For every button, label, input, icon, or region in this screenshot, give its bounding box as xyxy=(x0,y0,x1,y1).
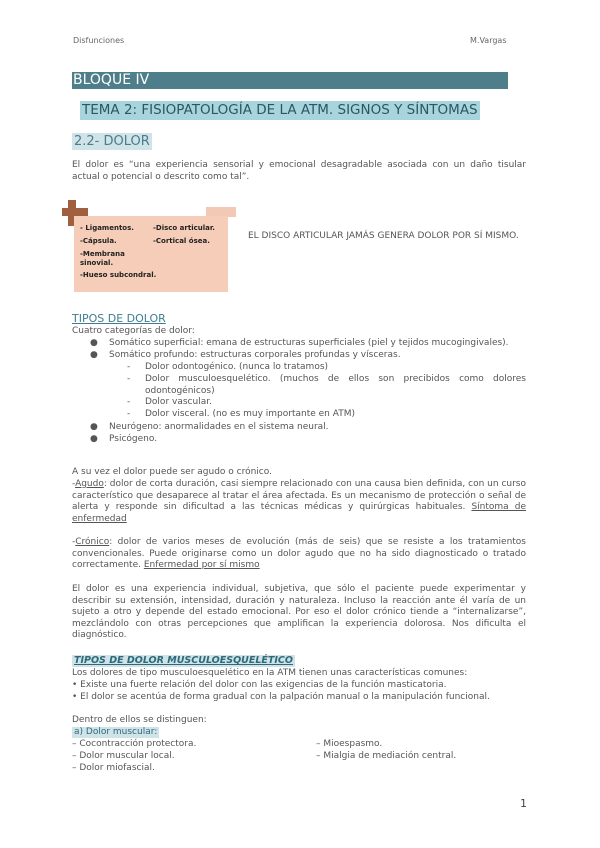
tipos-heading: TIPOS DE DOLOR xyxy=(72,312,166,325)
agudo-prefix: - xyxy=(72,479,76,489)
bloque-heading: BLOQUE IV xyxy=(72,72,508,89)
dentro-line: Dentro de ellos se distinguen: xyxy=(72,715,207,725)
individual-paragraph: El dolor es una experiencia individual, subjetiva, que sólo el paciente puede experimentar y describir su extensión, intensidad, duración y naturaleza. Incluso la reacción ante él varía de un sujeto a otro y depende del estado emocional. Por eso el dolor crónico tiende a “internalizarse”, mezclándolo con otras percepciones que amplifican la experiencia dolorosa. Nos dificulta el diagnóstico. xyxy=(72,584,526,640)
bullet-dot: ● xyxy=(90,434,98,444)
agudo-tail: Síntoma de enfermedad xyxy=(72,502,526,524)
bullet-dot: ● xyxy=(90,338,98,348)
list-item: Somático profundo: estructuras corporales profundas y vísceras. xyxy=(109,350,401,360)
header-right: M.Vargas xyxy=(470,36,507,45)
muscular-item: – Mialgia de mediación central. xyxy=(316,751,457,761)
bullet-dot: ● xyxy=(90,350,98,360)
header-left: Disfunciones xyxy=(73,36,125,45)
muscular-item: – Dolor muscular local. xyxy=(72,751,175,761)
tipos-list xyxy=(72,338,526,448)
structure-item: -Membrana sinovial. xyxy=(80,250,125,267)
dolor-muscular-label: a) Dolor muscular: xyxy=(74,727,158,737)
dash-mark: - xyxy=(127,374,131,384)
intro-paragraph: El dolor es “una experiencia sensorial y emocional desagradable asociada con un daño tisular actual o potencial o descrito como tal”. xyxy=(72,160,526,182)
structure-item: -Cortical ósea. xyxy=(153,237,210,245)
bullet-dot: ● xyxy=(90,422,98,432)
plus-icon-horizontal xyxy=(62,208,88,216)
structure-item: - Ligamentos. xyxy=(80,224,134,232)
cronico-prefix: - xyxy=(72,537,76,547)
cronico-text: : dolor de varios meses de evolución (más de seis) que se resiste a los tratamientos convencionales. Puede originarse como un dolor agudo que no ha sido diagnosticado o tratado correctamente. xyxy=(72,537,526,570)
list-item: Somático superficial: emana de estructuras superficiales (piel y tejidos mucogingivales). xyxy=(109,338,509,348)
muscular-item: – Cocontracción protectora. xyxy=(72,739,197,749)
musculo-line: • Existe una fuerte relación del dolor con las exigencias de la función masticatoria. xyxy=(72,680,447,690)
cronico-term: Crónico xyxy=(75,537,110,547)
tipos-intro: Cuatro categorías de dolor: xyxy=(72,326,195,336)
sub-item: Dolor visceral. (no es muy importante en ATM) xyxy=(145,409,355,419)
list-item: Psicógeno. xyxy=(109,434,158,444)
sub-item: Dolor odontogénico. (nunca lo tratamos) xyxy=(145,362,329,372)
page-number: 1 xyxy=(520,797,527,810)
agudo-text: : dolor de corta duración, casi siempre relacionado con una causa bien definida, con un curso característico que desaparece al tratar el área afectada. Es un mecanismo de protección o señal de alerta y responde sin dificultad a las técnicas médicas y quirúrgicas habituales. xyxy=(72,479,526,512)
cronico-paragraph xyxy=(72,537,526,572)
section-heading: 2.2- DOLOR xyxy=(74,134,150,149)
musculo-line: Los dolores de tipo musculoesquelético en la ATM tienen unas características comunes: xyxy=(72,668,468,678)
structures-image xyxy=(62,200,240,292)
agudo-term: Agudo xyxy=(75,479,104,489)
disco-note: EL DISCO ARTICULAR JAMÁS GENERA DOLOR POR SÍ MISMO. xyxy=(248,231,519,241)
musculo-heading: TIPOS DE DOLOR MUSCULOESQUELÉTICO xyxy=(74,655,293,666)
dash-mark: - xyxy=(127,409,131,419)
structure-item: -Disco articular. xyxy=(153,224,215,232)
muscular-item: – Mioespasmo. xyxy=(316,739,383,749)
sub-item: Dolor vascular. xyxy=(145,397,212,407)
cronico-tail: Enfermedad por sí mismo xyxy=(143,560,260,570)
muscular-item: – Dolor miofascial. xyxy=(72,763,155,773)
structure-item: -Cápsula. xyxy=(80,237,117,245)
dash-mark: - xyxy=(127,362,131,372)
sub-item: Dolor musculoesquelético. (muchos de ellos son precibidos como dolores odontogénicos) xyxy=(145,374,526,396)
list-item: Neurógeno: anormalidades en el sistema neural. xyxy=(109,422,329,432)
musculo-line: • El dolor se acentúa de forma gradual con la palpación manual o la manipulación funcional. xyxy=(72,692,490,702)
agudo-paragraph xyxy=(72,479,526,525)
structure-item: -Hueso subcondral. xyxy=(80,271,157,279)
agudo-lead: A su vez el dolor puede ser agudo o crónico. xyxy=(72,467,272,477)
tema-heading: TEMA 2: FISIOPATOLOGÍA DE LA ATM. SIGNOS Y SÍNTOMAS xyxy=(82,102,478,118)
dash-mark: - xyxy=(127,397,131,407)
